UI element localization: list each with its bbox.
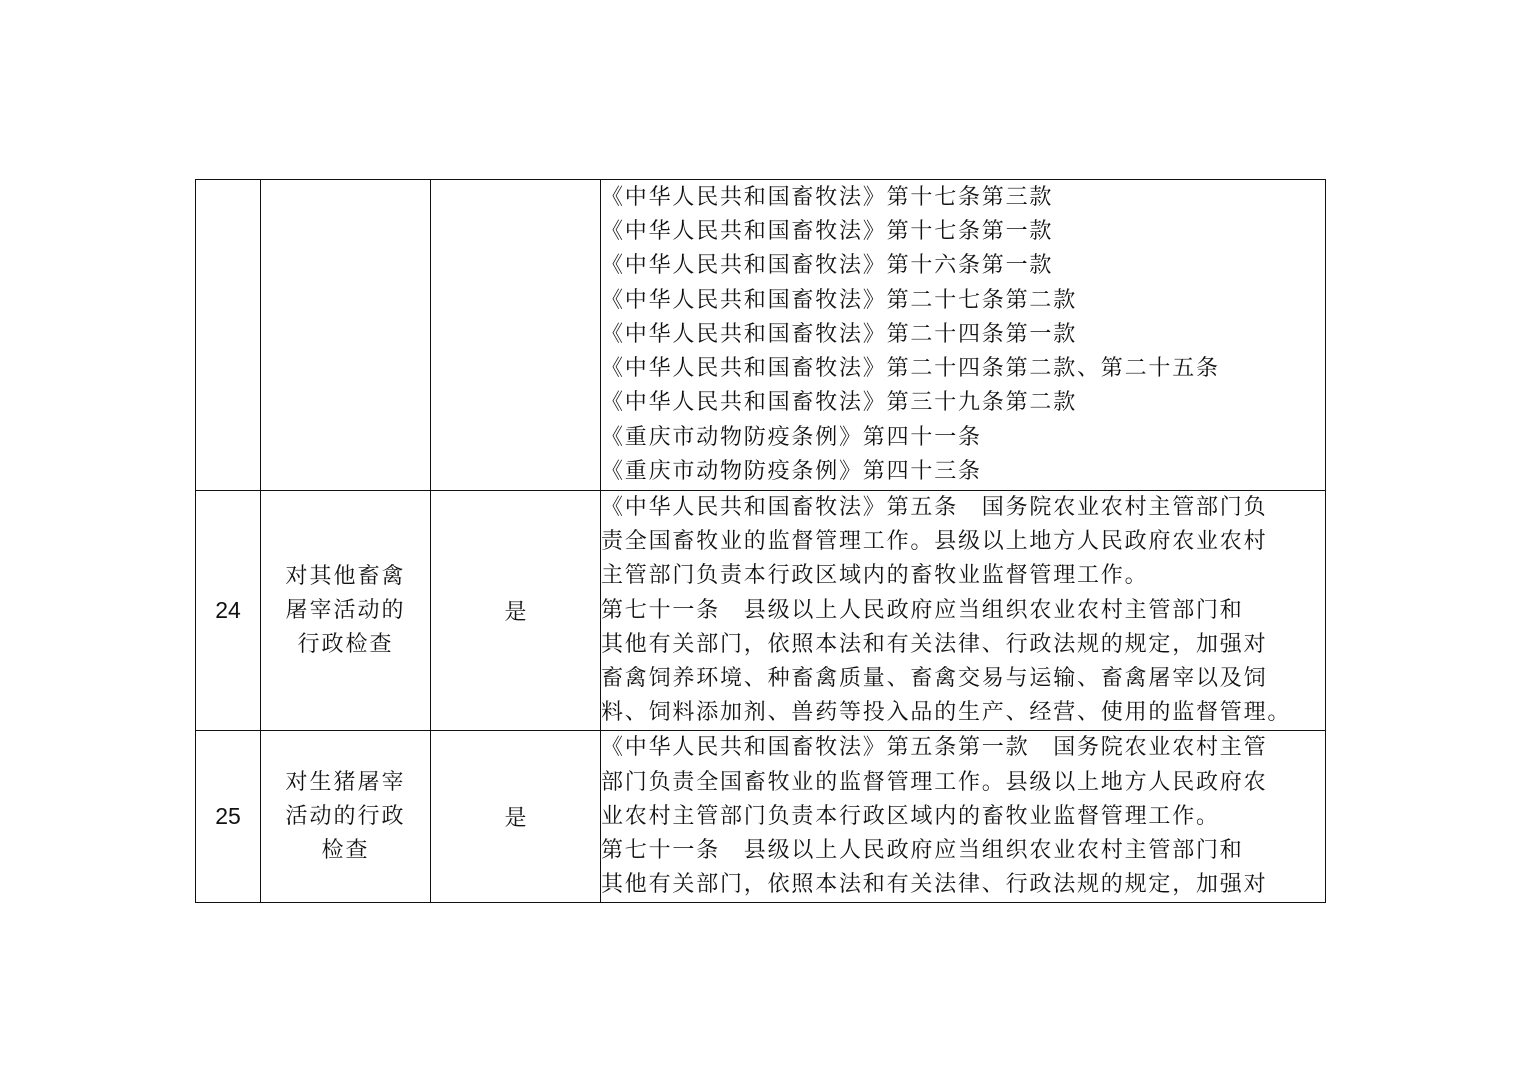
- table-row: [196, 491, 1326, 731]
- item-flag: 是: [431, 491, 601, 731]
- basis-line: 《中华人民共和国畜牧法》第二十四条第一款: [601, 321, 1078, 347]
- item-number: 24: [196, 491, 261, 731]
- item-name-line: 屠宰活动的: [285, 597, 406, 623]
- basis-line: 业农村主管部门负责本行政区域内的畜牧业监督管理工作。: [601, 803, 1220, 829]
- basis-line: 责全国畜牧业的监督管理工作。县级以上地方人民政府农业农村: [601, 529, 1268, 555]
- item-flag: [431, 180, 601, 491]
- item-name: [261, 180, 431, 491]
- table-row: [196, 180, 1326, 491]
- item-flag: 是: [431, 731, 601, 903]
- basis-line: 《重庆市动物防疫条例》第四十一条: [601, 424, 982, 450]
- item-name-line: 检查: [321, 837, 370, 863]
- law-basis-table: [195, 179, 1326, 903]
- item-number: [196, 180, 261, 491]
- basis-line: 第七十一条 县级以上人民政府应当组织农业农村主管部门和: [601, 597, 1244, 623]
- basis-line: 畜禽饲养环境、种畜禽质量、畜禽交易与运输、畜禽屠宰以及饲: [601, 666, 1268, 692]
- item-name: [261, 491, 431, 731]
- basis-line: 《中华人民共和国畜牧法》第十七条第三款: [601, 185, 1054, 211]
- basis-line: 《中华人民共和国畜牧法》第十七条第一款: [601, 219, 1054, 245]
- legal-basis: [601, 731, 1326, 903]
- item-name-line: 对其他畜禽: [285, 563, 406, 589]
- basis-line: 其他有关部门，依照本法和有关法律、行政法规的规定，加强对: [601, 872, 1268, 898]
- basis-line: 主管部门负责本行政区域内的畜牧业监督管理工作。: [601, 563, 1149, 589]
- item-name-line: 活动的行政: [285, 803, 406, 829]
- basis-line: 《中华人民共和国畜牧法》第三十九条第二款: [601, 390, 1078, 416]
- basis-line: 《中华人民共和国畜牧法》第二十七条第二款: [601, 287, 1078, 313]
- item-name-line: 行政检查: [297, 631, 394, 657]
- legal-basis: [601, 180, 1326, 491]
- item-number: 25: [196, 731, 261, 903]
- item-name-line: 对生猪屠宰: [285, 769, 406, 795]
- basis-line: 《中华人民共和国畜牧法》第十六条第一款: [601, 253, 1054, 279]
- basis-line: 《中华人民共和国畜牧法》第五条第一款 国务院农业农村主管: [601, 735, 1268, 761]
- table-row: [196, 731, 1326, 903]
- legal-basis: [601, 491, 1326, 731]
- basis-line: 《重庆市动物防疫条例》第四十三条: [601, 458, 982, 484]
- basis-line: 《中华人民共和国畜牧法》第二十四条第二款、第二十五条: [601, 356, 1220, 382]
- basis-line: 部门负责全国畜牧业的监督管理工作。县级以上地方人民政府农: [601, 769, 1268, 795]
- basis-line: 第七十一条 县级以上人民政府应当组织农业农村主管部门和: [601, 838, 1244, 864]
- basis-line: 其他有关部门，依照本法和有关法律、行政法规的规定，加强对: [601, 631, 1268, 657]
- item-name: [261, 731, 431, 903]
- basis-line: 《中华人民共和国畜牧法》第五条 国务院农业农村主管部门负: [601, 495, 1268, 520]
- basis-line: 料、饲料添加剂、兽药等投入品的生产、经营、使用的监督管理。: [601, 700, 1292, 726]
